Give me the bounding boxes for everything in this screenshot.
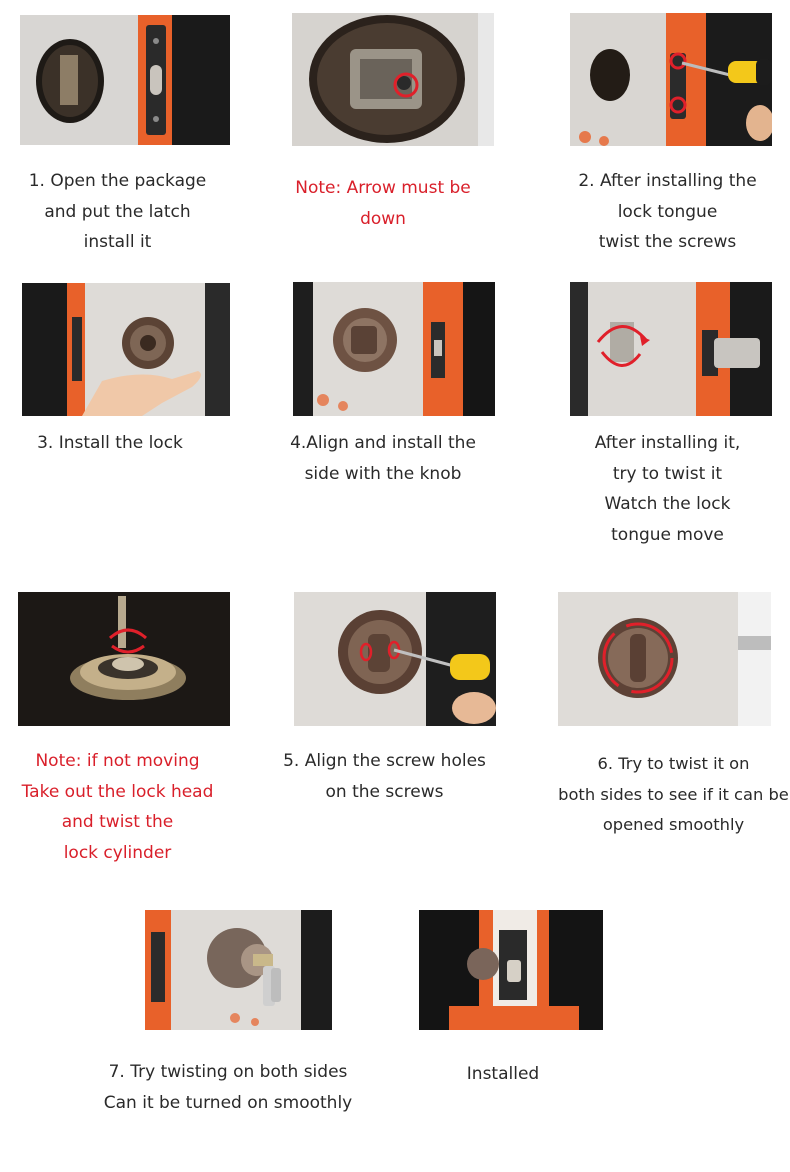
caption-line: 1. Open the package [28, 171, 207, 191]
latch-arrow-closeup-icon [292, 13, 494, 146]
caption-line: 3. Install the lock [37, 433, 183, 453]
caption-line: Watch the lock [604, 494, 731, 514]
step-4-caption [280, 428, 486, 489]
note-cylinder-caption [10, 746, 225, 868]
caption-line: and put the latch [44, 201, 191, 222]
caption-line: 4.Align and install the [290, 433, 476, 453]
installed-lock-icon [419, 910, 603, 1030]
caption-line: install it [83, 232, 152, 252]
door-edge-hole-latch-icon [20, 15, 230, 145]
step-6-photo [558, 592, 771, 726]
caption-line: tongue move [611, 524, 724, 545]
caption-line: Can it be turned on smoothly [103, 1092, 353, 1113]
step-5-photo [294, 592, 496, 726]
caption-line: lock tongue [617, 201, 718, 222]
caption-line: down [360, 208, 406, 229]
installed-caption [448, 1059, 558, 1090]
hand-install-lock-icon [22, 283, 230, 416]
caption-line: lock cylinder [63, 842, 172, 863]
step-4b-photo [570, 282, 772, 416]
key-in-lock-icon [145, 910, 332, 1030]
caption-line: side with the knob [304, 463, 462, 484]
caption-line: opened smoothly [602, 815, 745, 834]
step-7-caption [100, 1057, 356, 1118]
step-7-photo [145, 910, 332, 1030]
twist-thumbturn-icon [558, 592, 771, 726]
screw-holes-icon [294, 592, 496, 726]
caption-line: try to twist it [612, 463, 723, 484]
twist-tailpiece-icon [570, 282, 772, 416]
caption-line: both sides to see if it can be [558, 784, 789, 804]
note-arrow-caption [282, 173, 484, 234]
caption-line: Note: Arrow must be [295, 178, 471, 198]
knob-side-icon [293, 282, 495, 416]
screwdriver-latch-icon [570, 13, 772, 146]
lock-cylinder-icon [18, 592, 230, 726]
note-arrow-photo [292, 13, 494, 146]
caption-line: on the screws [325, 781, 444, 802]
caption-line: 5. Align the screw holes [283, 751, 486, 771]
step-2-caption [565, 166, 770, 258]
caption-line: 6. Try to twist it on [597, 754, 750, 773]
caption-line: Installed [466, 1064, 540, 1084]
caption-line: 2. After installing the [578, 171, 757, 191]
note-cylinder-photo [18, 592, 230, 726]
step-3-caption [20, 428, 200, 459]
installed-photo [419, 910, 603, 1030]
step-4b-caption [575, 428, 760, 550]
caption-line: 7. Try twisting on both sides [108, 1062, 348, 1082]
caption-line: After installing it, [594, 433, 741, 453]
caption-line: and twist the [61, 812, 174, 832]
step-2-photo [570, 13, 772, 146]
caption-line: Note: if not moving [35, 751, 200, 771]
step-6-caption [557, 749, 790, 841]
step-4-photo [293, 282, 495, 416]
caption-line: twist the screws [598, 232, 737, 252]
step-5-caption [277, 746, 492, 807]
step-3-photo [22, 283, 230, 416]
step-1-photo [20, 15, 230, 145]
step-1-caption [20, 166, 215, 258]
caption-line: Take out the lock head [21, 781, 214, 802]
